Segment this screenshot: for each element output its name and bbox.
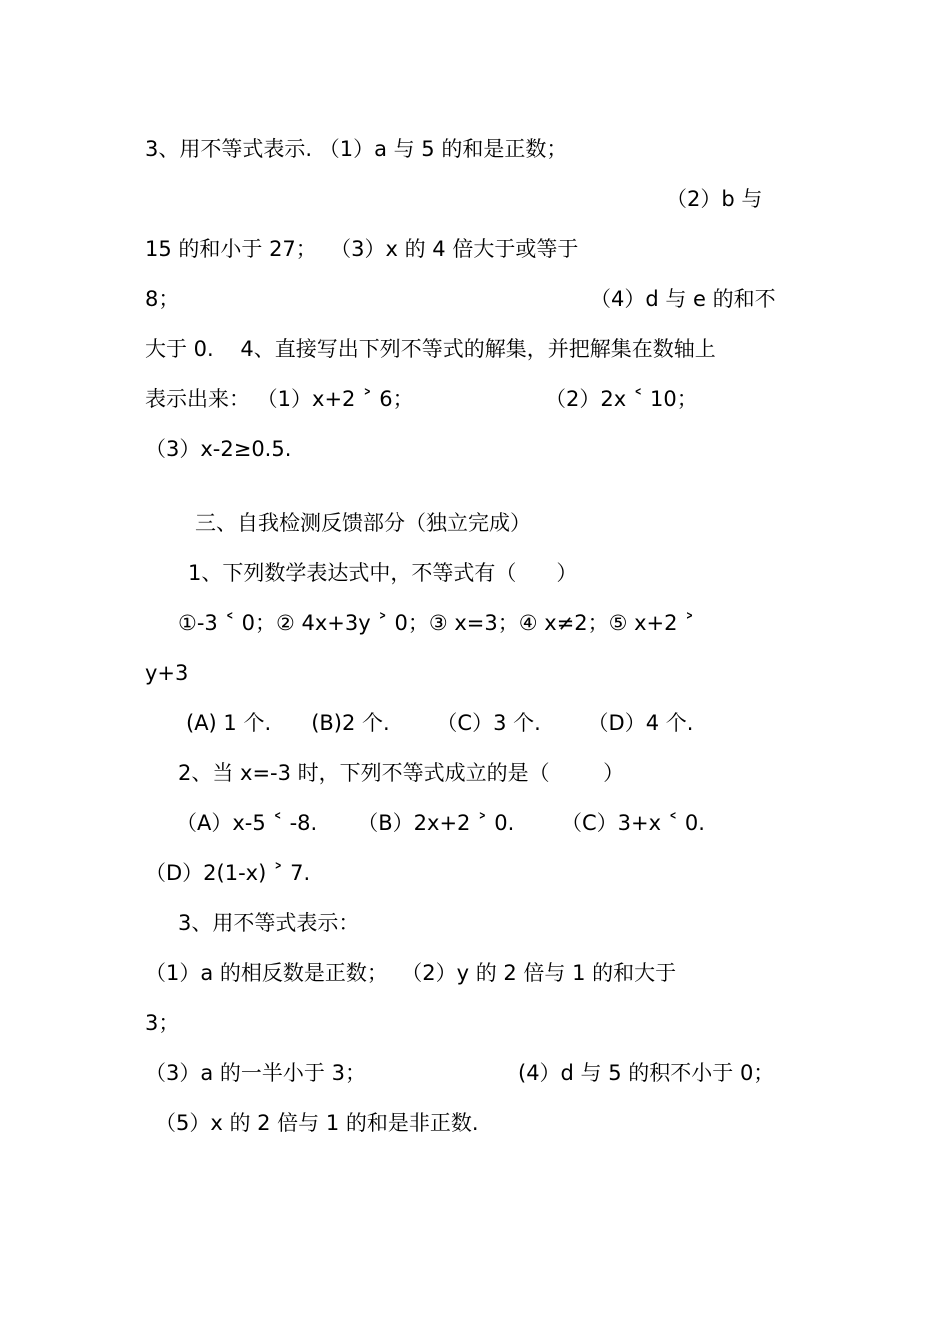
text-line: （5）x 的 2 倍与 1 的和是非正数. xyxy=(155,1111,479,1135)
text-line: （A）x-5 ˂ -8. （B）2x+2 ˃ 0. （C）3+x ˂ 0. xyxy=(176,811,705,835)
text-line: 3、用不等式表示. （1）a 与 5 的和是正数； xyxy=(145,137,568,161)
text-line: （2）2x ˂ 10； xyxy=(545,387,698,411)
text-line: (A) 1 个. (B)2 个. （C）3 个. （D）4 个. xyxy=(186,711,694,735)
text-line: （1）a 的相反数是正数； （2）y 的 2 倍与 1 的和大于 xyxy=(145,961,677,985)
text-line: 15 的和小于 27； （3）x 的 4 倍大于或等于 xyxy=(145,237,579,261)
text-line: 2、当 x=-3 时，下列不等式成立的是（ ） xyxy=(178,761,625,785)
text-line: 1、下列数学表达式中，不等式有（ ） xyxy=(188,561,578,585)
text-line: ①-3 ˂ 0；② 4x+3y ˃ 0；③ x=3；④ x≠2；⑤ x+2 ˃ xyxy=(178,611,695,635)
text-line: （3）x-2≥0.5. xyxy=(145,437,292,461)
text-line: y+3 xyxy=(145,661,189,685)
text-line: 表示出来： （1）x+2 ˃ 6； xyxy=(145,387,414,411)
text-line: (4）d 与 5 的积不小于 0； xyxy=(518,1061,775,1085)
text-line: 3； xyxy=(145,1011,180,1035)
text-line: （D）2(1-x) ˃ 7. xyxy=(145,861,311,885)
text-line: （2）b 与 xyxy=(666,187,763,211)
text-line: （3）a 的一半小于 3； xyxy=(145,1061,366,1085)
section-title: 三、自我检测反馈部分（独立完成） xyxy=(195,511,531,535)
text-line: 大于 0. 4、直接写出下列不等式的解集，并把解集在数轴上 xyxy=(145,337,716,361)
text-line: （4）d 与 e 的和不 xyxy=(590,287,776,311)
text-line: 8； xyxy=(145,287,180,311)
text-line: 3、用不等式表示： xyxy=(178,911,360,935)
